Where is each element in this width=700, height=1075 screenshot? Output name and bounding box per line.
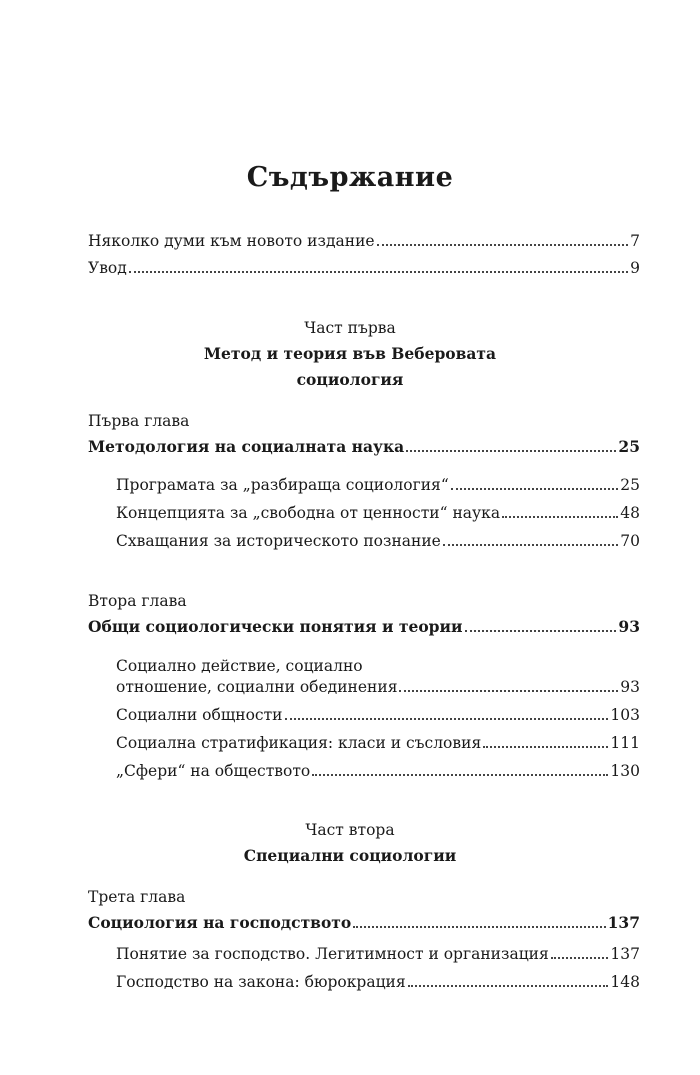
toc-subentry-label: отношение, социални обединения [116,678,398,696]
dot-leader [408,984,609,987]
dot-leader [285,717,609,720]
chapter-title: Общи социологически понятия и теории [88,617,463,636]
dot-leader [443,543,618,546]
dot-leader [353,925,605,928]
chapter-title: Методология на социалната наука [88,437,405,456]
toc-subentry-label: Понятие за господство. Легитимност и организация [116,945,549,963]
toc-subentry-label: Програмата за „разбираща социология“ [116,476,449,494]
toc-subentry-label-line1: Социално действие, социално [116,657,363,675]
page-title: Съдържание [246,162,454,193]
toc-subentry-page: 93 [620,678,640,696]
toc-subentry-page: 70 [620,532,640,550]
toc-subentry-page: 111 [610,734,640,752]
toc-entry[interactable] [88,231,640,251]
dot-leader [483,745,608,748]
part-title-line1: Метод и теория във Веберовата [203,344,497,363]
dot-leader [406,449,616,452]
toc-subentry-label: Социални общности [116,706,283,724]
toc-subentry-page: 137 [610,945,640,963]
part-label: Част първа [304,319,396,337]
toc-subentry-page: 103 [610,706,640,724]
chapter-entry[interactable] [88,913,640,933]
toc-subentry[interactable] [116,972,640,992]
dot-leader [465,629,617,632]
part-title-line2: социология [296,370,404,389]
dot-leader [451,487,619,490]
chapter-entry[interactable] [88,437,640,457]
toc-subentry-page: 25 [620,476,640,494]
toc-subentry[interactable] [116,503,640,523]
dot-leader [377,243,629,246]
toc-entry-label: Няколко думи към новото издание [88,232,375,250]
toc-subentry-label: Концепцията за „свободна от ценности“ наука [116,504,501,522]
chapter-label: Втора глава [88,592,187,610]
toc-subentry-label: Схващания за историческото познание [116,532,441,550]
dot-leader [312,773,608,776]
toc-subentry[interactable] [116,761,640,781]
part-label: Част втора [305,821,395,839]
toc-subentry[interactable] [116,677,640,697]
toc-subentry-label: Господство на закона: бюрокрация [116,973,406,991]
dot-leader [502,515,618,518]
toc-entry-page: 9 [630,259,640,277]
toc-subentry-page: 148 [610,973,640,991]
toc-subentry[interactable] [116,733,640,753]
toc-entry[interactable] [88,258,640,278]
chapter-label: Първа глава [88,412,190,430]
dot-leader [551,956,609,959]
toc-entry-label: Увод [88,259,127,277]
chapter-title: Социология на господството [88,913,352,932]
dot-leader [129,270,628,273]
chapter-entry[interactable] [88,617,640,637]
dot-leader [399,689,618,692]
toc-subentry[interactable] [116,475,640,495]
toc-subentry-label: Социална стратификация: класи и съсловия [116,734,482,752]
toc-entry-page: 7 [630,232,640,250]
chapter-page: 93 [618,617,640,636]
toc-subentry-label: „Сфери“ на обществото [116,762,311,780]
chapter-page: 25 [618,437,640,456]
toc-subentry-page: 130 [610,762,640,780]
toc-subentry-page: 48 [620,504,640,522]
chapter-label: Трета глава [88,888,186,906]
toc-subentry[interactable] [116,944,640,964]
toc-subentry[interactable] [116,705,640,725]
part-title: Специални социологии [243,846,457,865]
toc-subentry[interactable] [116,531,640,551]
chapter-page: 137 [607,913,640,932]
